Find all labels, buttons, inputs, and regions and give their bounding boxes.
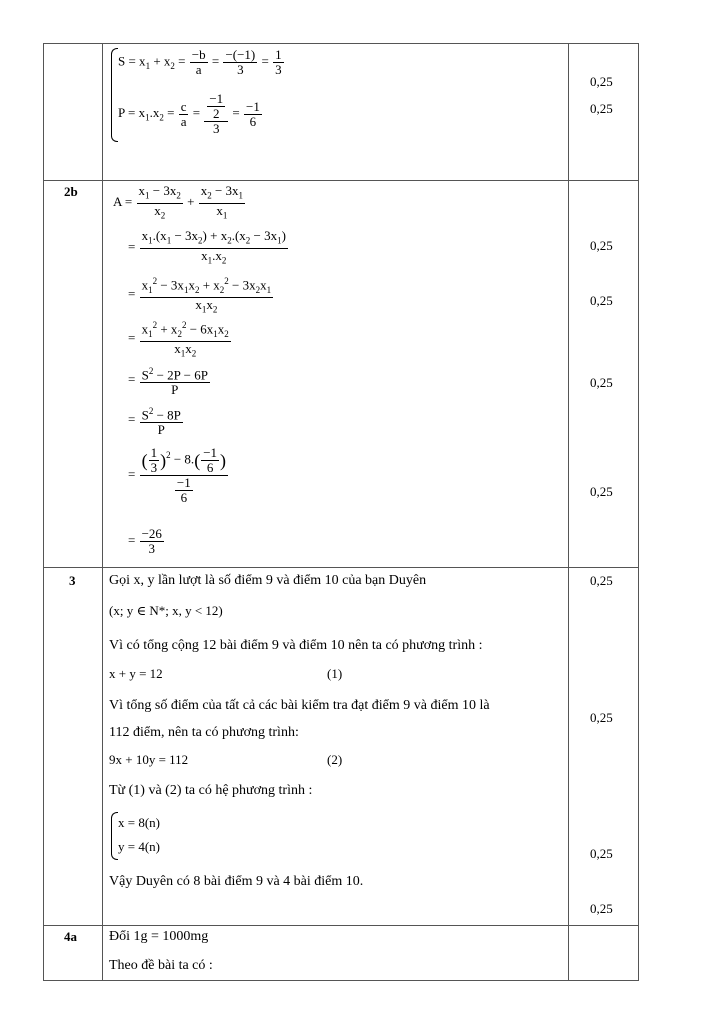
solution-x: x = 8(n) xyxy=(118,815,160,830)
score-value: 0,25 xyxy=(590,293,613,308)
equation-1-number: (1) xyxy=(327,666,343,681)
row-label-3: 3 xyxy=(69,573,76,588)
table-border-right xyxy=(638,43,639,981)
table-col-divider-1 xyxy=(102,43,103,981)
score-value: 0,25 xyxy=(590,375,613,390)
text-line: 112 điểm, nên ta có phương trình: xyxy=(109,725,299,740)
text-line: Đổi 1g = 1000mg xyxy=(109,929,209,944)
score-value: 0,25 xyxy=(590,238,613,253)
table-border-bottom xyxy=(43,980,639,981)
score-value: 0,25 xyxy=(590,846,613,861)
text-line: Từ (1) và (2) ta có hệ phương trình : xyxy=(109,783,313,798)
sum-formula: $S = x_1 + x_2$ = $\frac{-b}{a}$ = $\frac{-(-1)}{3}$ = $\frac{1}{3}$ xyxy=(118,47,282,77)
system-brace xyxy=(111,812,118,860)
step-1: = $\frac{x_1.(x_1 - 3x_2) + x_2.(x_2 - 3x_1)}{x_1.x_2}$ xyxy=(128,228,286,266)
solution-y: y = 4(n) xyxy=(118,839,160,854)
score-value: 0,25 xyxy=(590,101,613,116)
score-value: 0,25 xyxy=(590,484,613,499)
step-2: = $\frac{x_1^2 - 3x_1x_2 + x_2^2 - 3x_2x_1}{x_1x_2}$ xyxy=(128,276,272,315)
table-border-left xyxy=(43,43,44,981)
row-divider xyxy=(43,567,639,568)
product-formula: $P = x_1.x_2$ = $\frac{c}{a}$ = $\frac{\frac{-1}{2}}{3}$ = $\frac{-1}{6}$ xyxy=(118,91,260,136)
equation-1: x + y = 12 xyxy=(109,666,163,681)
step-3: = $\frac{x_1^2 + x_2^2 - 6x_1x_2}{x_1x_2}$ xyxy=(128,320,229,359)
score-value: 0,25 xyxy=(590,710,613,725)
score-value: 0,25 xyxy=(590,74,613,89)
step-6: = ( $\frac{1}{3}$ )$^2$ − 8.( $\frac{-1}{6}$ ) $\frac{-1}{6}$ xyxy=(128,445,227,505)
step-5: = $\frac{S^2 - 8P}{P}$ xyxy=(128,406,181,438)
row-label-4a: 4a xyxy=(64,929,77,944)
text-line: Theo đề bài ta có : xyxy=(109,958,213,973)
score-value: 0,25 xyxy=(590,901,613,916)
conclusion-line: Vậy Duyên có 8 bài điểm 9 và 4 bài điểm 10. xyxy=(109,874,364,889)
condition-line: (x; y ∈ N*; x, y < 12) xyxy=(109,603,223,618)
row-divider xyxy=(43,925,639,926)
table-col-divider-2 xyxy=(568,43,569,981)
score-value: 0,25 xyxy=(590,573,613,588)
step-result: = $\frac{-26}{3}$ xyxy=(128,526,162,556)
system-brace xyxy=(111,48,118,142)
equation-2-number: (2) xyxy=(327,752,343,767)
step-4: = $\frac{S^2 - 2P - 6P}{P}$ xyxy=(128,366,208,398)
text-line: Gọi x, y lần lượt là số điểm 9 và điểm 10 của bạn Duyên xyxy=(109,573,427,588)
equation-2: 9x + 10y = 112 xyxy=(109,752,189,767)
text-line: Vì tổng số điểm của tất cả các bài kiểm tra đạt điểm 9 và điểm 10 là xyxy=(109,698,490,713)
row-label-2b: 2b xyxy=(64,184,78,199)
row-divider xyxy=(43,180,639,181)
table-border-top xyxy=(43,43,639,44)
text-line: Vì có tổng cộng 12 bài điểm 9 và điểm 10 nên ta có phương trình : xyxy=(109,638,483,653)
expression-a: A = $\frac{x_1 - 3x_2}{x_2}$ + $\frac{x_2 - 3x_1}{x_1}$ xyxy=(113,183,244,221)
